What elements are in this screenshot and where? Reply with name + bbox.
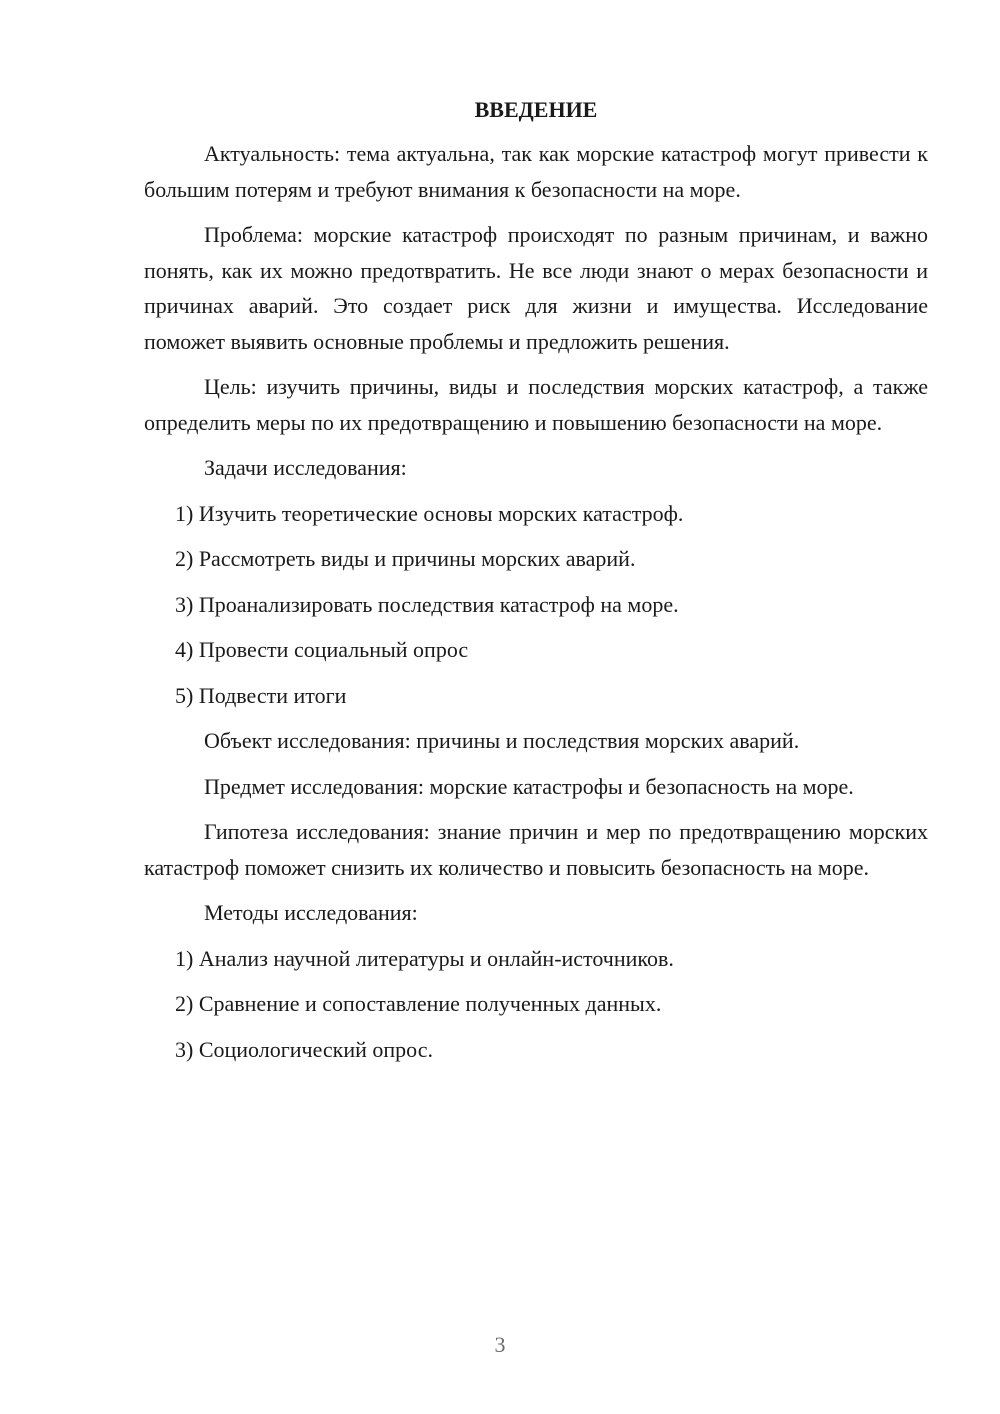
task-item: 1) Изучить теоретические основы морских катастроф. (175, 500, 684, 526)
page-number: 3 (494, 1332, 506, 1357)
method-item: 3) Социологический опрос. (175, 1036, 433, 1062)
task-item: 3) Проанализировать последствия катастроф на море. (175, 591, 679, 617)
tasks-heading: Задачи исследования: (204, 455, 407, 480)
task-item: 2) Рассмотреть виды и причины морских аварий. (175, 546, 636, 571)
goal-paragraph: Цель: изучить причины, виды и последствия морских катастроф, а также определить меры по их предотвращению и повышению безопасности на море. (144, 374, 928, 435)
page-content (144, 94, 928, 1077)
method-item: 2) Сравнение и сопоставление полученных данных. (175, 991, 662, 1016)
method-item: 1) Анализ научной литературы и онлайн-источников. (175, 945, 674, 971)
problem-paragraph: Проблема: морские катастроф происходят по разным причинам, и важно понять, как их можно предотвратить. Не все люди знают о мерах безопасности и причинах аварий. Это создает риск для жизни и имущества. Исследование поможет выявить основные проблемы и предложить решения. (144, 222, 928, 354)
task-item: 4) Провести социальный опрос (175, 637, 469, 662)
object-paragraph: Объект исследования: причины и последствия морских аварий. (204, 728, 800, 753)
hypothesis-paragraph: Гипотеза исследования: знание причин и мер по предотвращению морских катастроф поможет снизить их количество и повысить безопасность на море. (144, 819, 928, 880)
subject-paragraph: Предмет исследования: морские катастрофы и безопасность на море. (204, 773, 854, 799)
relevance-paragraph: Актуальность: тема актуальна, так как морские катастроф могут привести к большим потерям и требуют внимания к безопасности на море. (144, 141, 928, 202)
task-item: 5) Подвести итоги (175, 682, 347, 708)
page-title: ВВЕДЕНИЕ (474, 97, 598, 122)
methods-heading: Методы исследования: (204, 900, 418, 925)
